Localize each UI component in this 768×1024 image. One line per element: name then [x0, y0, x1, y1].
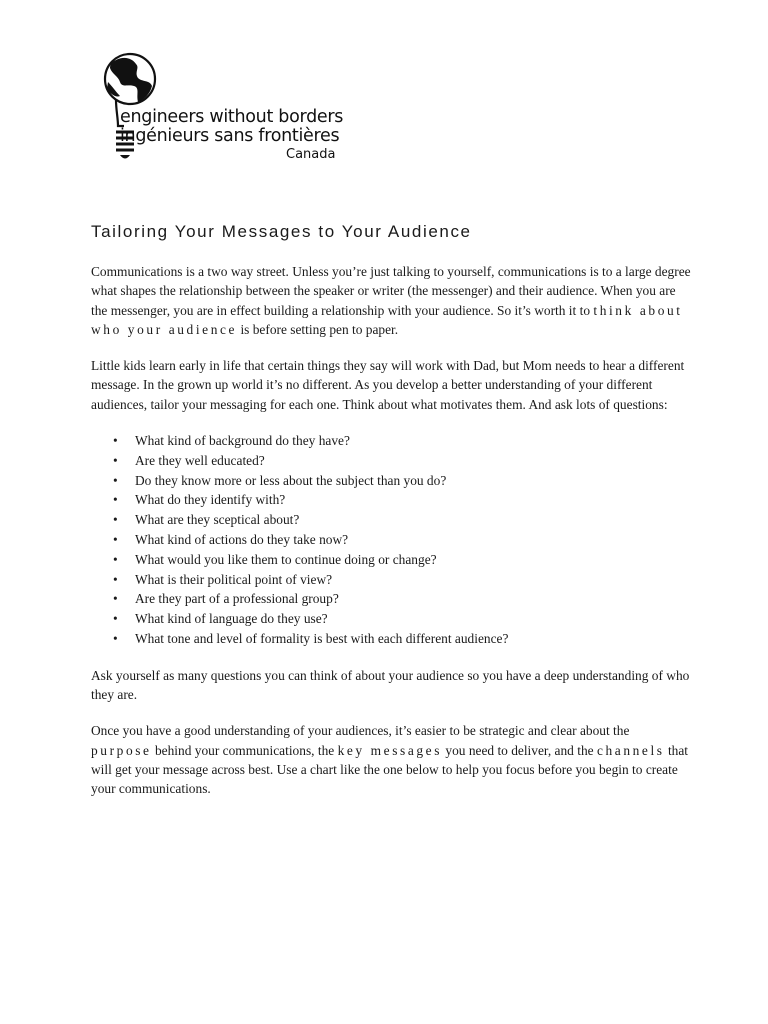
logo	[94, 52, 354, 172]
bullet-icon: •	[113, 631, 118, 647]
list-item: • What are they sceptical about?	[91, 510, 691, 530]
paragraph-strategy: Once you have a good understanding of your audiences, it’s easier to be strategic and clear about the purpose behind your communications, the key messages you need to deliver, and the channels that will get your message across best. Use a chart like the one below to help you focus before you begin to create your communications.	[91, 723, 689, 797]
bullet-icon: •	[113, 512, 118, 528]
paragraph-audiences: Little kids learn early in life that certain things they say will work with Dad, but Mom needs to hear a different message. In the grown up world it’s no different. As you develop a better understanding of your different audiences, tailor your messaging for each one. Think about what motivates them. And ask lots of questions:	[91, 358, 685, 412]
list-item: • What kind of language do they use?	[91, 609, 691, 629]
bullet-icon: •	[113, 611, 118, 627]
list-item: • Are they well educated?	[91, 451, 691, 471]
bullet-icon: •	[113, 532, 118, 548]
page-title: Tailoring Your Messages to Your Audience	[91, 222, 472, 241]
logo-country: Canada	[286, 147, 336, 162]
paragraph-intro	[91, 262, 691, 339]
emphasis-audience: think about who your audience	[91, 302, 683, 337]
list-item: • Do they know more or less about the subject than you do?	[91, 471, 691, 491]
bullet-icon: •	[113, 452, 118, 468]
term-purpose: purpose	[91, 742, 152, 758]
list-item: • What tone and level of formality is best with each different audience?	[91, 629, 691, 649]
bullet-icon: •	[113, 571, 118, 587]
logo-text	[120, 108, 343, 164]
list-item: • What is their political point of view?	[91, 570, 691, 590]
list-item: • What would you like them to continue doing or change?	[91, 550, 691, 570]
logo-line-french: ingénieurs sans frontières	[120, 126, 340, 146]
bullet-icon: •	[113, 591, 118, 607]
bullet-icon: •	[113, 472, 118, 488]
term-channels: channels	[596, 742, 665, 758]
document-body	[91, 262, 691, 799]
bullet-icon: •	[113, 433, 118, 449]
bullet-icon: •	[113, 551, 118, 567]
logo-line-english: engineers without borders	[120, 107, 344, 127]
question-list	[91, 431, 691, 649]
paragraph-intro-end: is before setting pen to paper.	[237, 321, 399, 337]
paragraph-intro-start: Communications is a two way street. Unless you’re just talking to yourself, communications is to a large degree what shapes the relationship between the speaker or writer (the messenger) and their audience. When you are the messenger, you are in effect building a relationship with your audience. So it’s worth it to	[91, 264, 691, 318]
paragraph-ask-yourself: Ask yourself as many questions you can think of about your audience so you have a deep understanding of who they are.	[91, 667, 690, 703]
term-key-messages: key messages	[337, 742, 443, 758]
list-item: • Are they part of a professional group?	[91, 589, 691, 609]
bullet-icon: •	[113, 492, 118, 508]
list-item: • What kind of actions do they take now?	[91, 530, 691, 550]
list-item: • What kind of background do they have?	[91, 431, 691, 451]
list-item: • What do they identify with?	[91, 490, 691, 510]
